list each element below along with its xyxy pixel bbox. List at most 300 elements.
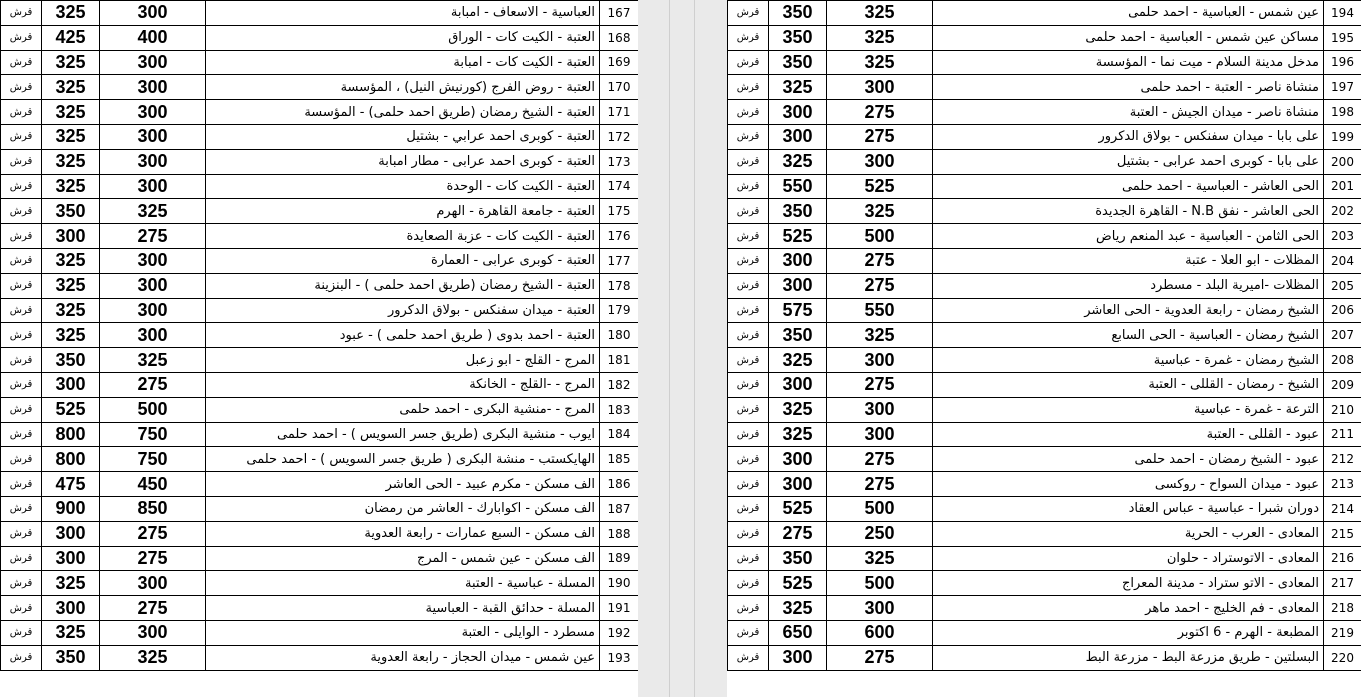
table-row xyxy=(728,149,1361,174)
old-fare-cell: 275 xyxy=(827,248,933,273)
line-number-cell: 176 xyxy=(600,224,639,249)
table-row xyxy=(1,372,639,397)
route-cell: المظلات - ابو العلا - عتبة xyxy=(933,248,1324,273)
table-row xyxy=(728,620,1361,645)
currency-cell: قرش xyxy=(728,149,769,174)
old-fare-cell: 300 xyxy=(100,1,206,26)
route-cell: الف مسكن - اكوابارك - العاشر من رمضان xyxy=(206,496,600,521)
route-cell: منشاة ناصر - العتبة - احمد حلمى xyxy=(933,75,1324,100)
old-fare-cell: 300 xyxy=(100,298,206,323)
route-cell: عبود - ميدان السواح - روكسى xyxy=(933,472,1324,497)
new-fare-cell: 325 xyxy=(42,50,100,75)
new-fare-cell: 425 xyxy=(42,25,100,50)
currency-cell: قرش xyxy=(1,273,42,298)
line-number-cell: 170 xyxy=(600,75,639,100)
route-cell: عين شمس - العباسية - احمد حلمى xyxy=(933,1,1324,26)
new-fare-cell: 350 xyxy=(769,1,827,26)
table-row xyxy=(728,199,1361,224)
table-row xyxy=(728,348,1361,373)
table-row xyxy=(728,645,1361,670)
old-fare-cell: 325 xyxy=(100,348,206,373)
currency-cell: قرش xyxy=(1,248,42,273)
table-row xyxy=(1,496,639,521)
currency-cell: قرش xyxy=(1,298,42,323)
old-fare-cell: 300 xyxy=(827,397,933,422)
new-fare-cell: 300 xyxy=(42,521,100,546)
table-row xyxy=(728,447,1361,472)
route-cell: العتبة - كوبرى عرابى - العمارة xyxy=(206,248,600,273)
table-row xyxy=(1,348,639,373)
new-fare-cell: 325 xyxy=(42,1,100,26)
currency-cell: قرش xyxy=(1,1,42,26)
currency-cell: قرش xyxy=(728,372,769,397)
route-cell: المسلة - عباسية - العتبة xyxy=(206,571,600,596)
new-fare-cell: 475 xyxy=(42,472,100,497)
route-cell: المعادى - العرب - الحرية xyxy=(933,521,1324,546)
route-cell: المعادى - الاتوستراد - حلوان xyxy=(933,546,1324,571)
line-number-cell: 206 xyxy=(1324,298,1361,323)
new-fare-cell: 325 xyxy=(769,149,827,174)
route-cell: العتبة - كوبرى احمد عرابي - بشتيل xyxy=(206,124,600,149)
old-fare-cell: 300 xyxy=(100,620,206,645)
new-fare-cell: 525 xyxy=(769,496,827,521)
currency-cell: قرش xyxy=(728,25,769,50)
line-number-cell: 201 xyxy=(1324,174,1361,199)
currency-cell: قرش xyxy=(728,472,769,497)
line-number-cell: 173 xyxy=(600,149,639,174)
table-row xyxy=(1,521,639,546)
new-fare-cell: 325 xyxy=(42,248,100,273)
old-fare-cell: 325 xyxy=(100,199,206,224)
currency-cell: قرش xyxy=(728,50,769,75)
old-fare-cell: 325 xyxy=(827,1,933,26)
new-fare-cell: 325 xyxy=(42,323,100,348)
old-fare-cell: 275 xyxy=(100,224,206,249)
currency-cell: قرش xyxy=(728,199,769,224)
old-fare-cell: 500 xyxy=(827,496,933,521)
line-number-cell: 197 xyxy=(1324,75,1361,100)
new-fare-cell: 275 xyxy=(769,521,827,546)
route-cell: عبود - الشيخ رمضان - احمد حلمى xyxy=(933,447,1324,472)
currency-cell: قرش xyxy=(1,372,42,397)
new-fare-cell: 550 xyxy=(769,174,827,199)
old-fare-cell: 300 xyxy=(827,422,933,447)
old-fare-cell: 300 xyxy=(100,124,206,149)
line-number-cell: 208 xyxy=(1324,348,1361,373)
route-cell: ايوب - منشية البكرى (طريق جسر السويس ) - احمد حلمى xyxy=(206,422,600,447)
line-number-cell: 217 xyxy=(1324,571,1361,596)
currency-cell: قرش xyxy=(1,472,42,497)
table-row xyxy=(1,25,639,50)
old-fare-cell: 275 xyxy=(827,472,933,497)
old-fare-cell: 300 xyxy=(100,571,206,596)
route-cell: المسلة - حدائق القبة - العباسية xyxy=(206,596,600,621)
new-fare-cell: 525 xyxy=(769,224,827,249)
new-fare-cell: 900 xyxy=(42,496,100,521)
table-row xyxy=(1,1,639,26)
table-row xyxy=(728,596,1361,621)
table-row xyxy=(728,50,1361,75)
table-row xyxy=(1,75,639,100)
old-fare-cell: 500 xyxy=(100,397,206,422)
table-row xyxy=(728,323,1361,348)
route-cell: الشيخ رمضان - غمرة - عباسية xyxy=(933,348,1324,373)
old-fare-cell: 325 xyxy=(827,199,933,224)
page-gutter xyxy=(638,0,727,697)
table-row xyxy=(1,447,639,472)
route-cell: العتبة - الكيت كات - امبابة xyxy=(206,50,600,75)
old-fare-cell: 325 xyxy=(100,645,206,670)
old-fare-cell: 300 xyxy=(827,149,933,174)
currency-cell: قرش xyxy=(1,323,42,348)
currency-cell: قرش xyxy=(728,248,769,273)
old-fare-cell: 300 xyxy=(827,75,933,100)
old-fare-cell: 300 xyxy=(100,149,206,174)
old-fare-cell: 550 xyxy=(827,298,933,323)
new-fare-cell: 350 xyxy=(769,199,827,224)
old-fare-cell: 275 xyxy=(100,596,206,621)
new-fare-cell: 300 xyxy=(769,372,827,397)
table-row xyxy=(728,273,1361,298)
line-number-cell: 212 xyxy=(1324,447,1361,472)
route-cell: الحى العاشر - نفق N.B - القاهرة الجديدة xyxy=(933,199,1324,224)
currency-cell: قرش xyxy=(728,546,769,571)
line-number-cell: 216 xyxy=(1324,546,1361,571)
line-number-cell: 181 xyxy=(600,348,639,373)
route-cell: العتبة - الكيت كات - الوراق xyxy=(206,25,600,50)
table-row xyxy=(728,124,1361,149)
new-fare-cell: 800 xyxy=(42,447,100,472)
currency-cell: قرش xyxy=(1,422,42,447)
route-cell: الحى الثامن - العباسية - عبد المنعم رياض xyxy=(933,224,1324,249)
route-cell: العتبة - ميدان سفنكس - بولاق الدكرور xyxy=(206,298,600,323)
table-row xyxy=(728,25,1361,50)
line-number-cell: 182 xyxy=(600,372,639,397)
route-cell: مدخل مدينة السلام - ميت نما - المؤسسة xyxy=(933,50,1324,75)
line-number-cell: 203 xyxy=(1324,224,1361,249)
old-fare-cell: 250 xyxy=(827,521,933,546)
route-cell: العتبة - الشيخ رمضان (طريق احمد حلمى) - المؤسسة xyxy=(206,100,600,125)
currency-cell: قرش xyxy=(728,323,769,348)
old-fare-cell: 325 xyxy=(827,323,933,348)
new-fare-cell: 300 xyxy=(769,645,827,670)
currency-cell: قرش xyxy=(1,447,42,472)
old-fare-cell: 600 xyxy=(827,620,933,645)
line-number-cell: 168 xyxy=(600,25,639,50)
route-cell: عبود - القللى - العتبة xyxy=(933,422,1324,447)
table-row xyxy=(1,273,639,298)
table-row xyxy=(1,645,639,670)
line-number-cell: 207 xyxy=(1324,323,1361,348)
table-row xyxy=(1,323,639,348)
table-row xyxy=(728,397,1361,422)
table-row xyxy=(1,397,639,422)
new-fare-cell: 300 xyxy=(42,546,100,571)
currency-cell: قرش xyxy=(1,174,42,199)
currency-cell: قرش xyxy=(728,397,769,422)
new-fare-cell: 300 xyxy=(769,100,827,125)
line-number-cell: 215 xyxy=(1324,521,1361,546)
currency-cell: قرش xyxy=(728,620,769,645)
new-fare-cell: 300 xyxy=(769,472,827,497)
old-fare-cell: 300 xyxy=(100,323,206,348)
line-number-cell: 218 xyxy=(1324,596,1361,621)
route-cell: العتبة - كوبرى احمد عرابى - مطار امبابة xyxy=(206,149,600,174)
line-number-cell: 205 xyxy=(1324,273,1361,298)
route-cell: العتبة - الكيت كات - عزبة الصعايدة xyxy=(206,224,600,249)
fare-table-right xyxy=(727,0,1361,671)
table-row xyxy=(1,100,639,125)
route-cell: المظلات -اميرية البلد - مسطرد xyxy=(933,273,1324,298)
table-row xyxy=(728,422,1361,447)
route-cell: دوران شبرا - عباسية - عباس العقاد xyxy=(933,496,1324,521)
table-row xyxy=(1,472,639,497)
route-cell: المرج - القلج - ابو زعبل xyxy=(206,348,600,373)
new-fare-cell: 350 xyxy=(42,199,100,224)
route-cell: البسلتين - طريق مزرعة البط - مزرعة البط xyxy=(933,645,1324,670)
new-fare-cell: 350 xyxy=(769,50,827,75)
table-row xyxy=(1,224,639,249)
line-number-cell: 198 xyxy=(1324,100,1361,125)
new-fare-cell: 325 xyxy=(769,596,827,621)
line-number-cell: 180 xyxy=(600,323,639,348)
currency-cell: قرش xyxy=(728,496,769,521)
old-fare-cell: 325 xyxy=(827,25,933,50)
route-cell: المرج - -القلج - الخانكة xyxy=(206,372,600,397)
old-fare-cell: 750 xyxy=(100,422,206,447)
new-fare-cell: 325 xyxy=(42,75,100,100)
old-fare-cell: 275 xyxy=(827,447,933,472)
route-cell: مساكن عين شمس - العباسية - احمد حلمى xyxy=(933,25,1324,50)
line-number-cell: 179 xyxy=(600,298,639,323)
new-fare-cell: 325 xyxy=(769,75,827,100)
line-number-cell: 202 xyxy=(1324,199,1361,224)
line-number-cell: 214 xyxy=(1324,496,1361,521)
route-cell: الهايكستب - منشة البكرى ( طريق جسر السويس ) - احمد حلمى xyxy=(206,447,600,472)
currency-cell: قرش xyxy=(1,75,42,100)
table-row xyxy=(1,596,639,621)
new-fare-cell: 325 xyxy=(769,348,827,373)
line-number-cell: 172 xyxy=(600,124,639,149)
old-fare-cell: 275 xyxy=(100,546,206,571)
route-cell: المطبعة - الهرم - 6 اكتوبر xyxy=(933,620,1324,645)
currency-cell: قرش xyxy=(728,348,769,373)
new-fare-cell: 350 xyxy=(769,25,827,50)
new-fare-cell: 325 xyxy=(42,100,100,125)
old-fare-cell: 275 xyxy=(827,100,933,125)
line-number-cell: 190 xyxy=(600,571,639,596)
currency-cell: قرش xyxy=(728,447,769,472)
table-row xyxy=(728,174,1361,199)
table-row xyxy=(1,571,639,596)
line-number-cell: 167 xyxy=(600,1,639,26)
line-number-cell: 187 xyxy=(600,496,639,521)
line-number-cell: 220 xyxy=(1324,645,1361,670)
line-number-cell: 169 xyxy=(600,50,639,75)
new-fare-cell: 300 xyxy=(769,273,827,298)
table-row xyxy=(728,1,1361,26)
new-fare-cell: 325 xyxy=(769,422,827,447)
currency-cell: قرش xyxy=(1,50,42,75)
old-fare-cell: 400 xyxy=(100,25,206,50)
currency-cell: قرش xyxy=(728,124,769,149)
new-fare-cell: 300 xyxy=(769,248,827,273)
line-number-cell: 209 xyxy=(1324,372,1361,397)
new-fare-cell: 525 xyxy=(42,397,100,422)
table-row xyxy=(1,124,639,149)
table-row xyxy=(728,372,1361,397)
table-row xyxy=(728,75,1361,100)
currency-cell: قرش xyxy=(1,397,42,422)
new-fare-cell: 300 xyxy=(42,596,100,621)
old-fare-cell: 300 xyxy=(100,273,206,298)
old-fare-cell: 325 xyxy=(827,546,933,571)
new-fare-cell: 325 xyxy=(42,174,100,199)
table-row xyxy=(728,224,1361,249)
new-fare-cell: 325 xyxy=(42,149,100,174)
old-fare-cell: 275 xyxy=(827,273,933,298)
route-cell: على بابا - كوبرى احمد عرابى - بشتيل xyxy=(933,149,1324,174)
line-number-cell: 219 xyxy=(1324,620,1361,645)
old-fare-cell: 300 xyxy=(100,174,206,199)
route-cell: الحى العاشر - العباسية - احمد حلمى xyxy=(933,174,1324,199)
old-fare-cell: 300 xyxy=(827,348,933,373)
new-fare-cell: 300 xyxy=(42,372,100,397)
new-fare-cell: 325 xyxy=(769,397,827,422)
table-row xyxy=(1,149,639,174)
table-row xyxy=(1,248,639,273)
route-cell: عين شمس - ميدان الحجاز - رابعة العدوية xyxy=(206,645,600,670)
fare-table-left-page xyxy=(0,0,638,697)
line-number-cell: 184 xyxy=(600,422,639,447)
line-number-cell: 188 xyxy=(600,521,639,546)
new-fare-cell: 325 xyxy=(42,124,100,149)
table-row xyxy=(1,422,639,447)
old-fare-cell: 750 xyxy=(100,447,206,472)
currency-cell: قرش xyxy=(1,571,42,596)
line-number-cell: 204 xyxy=(1324,248,1361,273)
table-row xyxy=(1,546,639,571)
currency-cell: قرش xyxy=(728,571,769,596)
old-fare-cell: 500 xyxy=(827,571,933,596)
new-fare-cell: 325 xyxy=(42,620,100,645)
table-row xyxy=(728,496,1361,521)
new-fare-cell: 300 xyxy=(769,447,827,472)
currency-cell: قرش xyxy=(1,124,42,149)
currency-cell: قرش xyxy=(1,496,42,521)
new-fare-cell: 350 xyxy=(42,645,100,670)
old-fare-cell: 275 xyxy=(827,124,933,149)
new-fare-cell: 650 xyxy=(769,620,827,645)
currency-cell: قرش xyxy=(1,348,42,373)
new-fare-cell: 325 xyxy=(42,571,100,596)
new-fare-cell: 300 xyxy=(42,224,100,249)
route-cell: الف مسكن - عين شمس - المرج xyxy=(206,546,600,571)
old-fare-cell: 525 xyxy=(827,174,933,199)
currency-cell: قرش xyxy=(728,596,769,621)
table-row xyxy=(728,521,1361,546)
old-fare-cell: 500 xyxy=(827,224,933,249)
old-fare-cell: 300 xyxy=(100,248,206,273)
currency-cell: قرش xyxy=(1,25,42,50)
route-cell: الف مسكن - السبع عمارات - رابعة العدوية xyxy=(206,521,600,546)
route-cell: الشيخ - رمضان - القللى - العتبة xyxy=(933,372,1324,397)
currency-cell: قرش xyxy=(1,645,42,670)
old-fare-cell: 275 xyxy=(100,521,206,546)
new-fare-cell: 300 xyxy=(769,124,827,149)
new-fare-cell: 350 xyxy=(42,348,100,373)
line-number-cell: 195 xyxy=(1324,25,1361,50)
table-row xyxy=(728,571,1361,596)
table-row xyxy=(728,298,1361,323)
line-number-cell: 174 xyxy=(600,174,639,199)
route-cell: منشاة ناصر - ميدان الجيش - العتبة xyxy=(933,100,1324,125)
currency-cell: قرش xyxy=(1,620,42,645)
currency-cell: قرش xyxy=(728,75,769,100)
route-cell: مسطرد - الوايلى - العتبة xyxy=(206,620,600,645)
currency-cell: قرش xyxy=(1,100,42,125)
old-fare-cell: 275 xyxy=(827,372,933,397)
new-fare-cell: 800 xyxy=(42,422,100,447)
old-fare-cell: 275 xyxy=(827,645,933,670)
line-number-cell: 177 xyxy=(600,248,639,273)
table-row xyxy=(728,546,1361,571)
table-row xyxy=(1,298,639,323)
table-row xyxy=(1,174,639,199)
route-cell: العباسية - الاسعاف - امبابة xyxy=(206,1,600,26)
route-cell: العتبة - الكيت كات - الوحدة xyxy=(206,174,600,199)
table-row xyxy=(728,248,1361,273)
route-cell: الف مسكن - مكرم عبيد - الحى العاشر xyxy=(206,472,600,497)
old-fare-cell: 300 xyxy=(100,100,206,125)
old-fare-cell: 850 xyxy=(100,496,206,521)
line-number-cell: 186 xyxy=(600,472,639,497)
route-cell: العتبة - الشيخ رمضان (طريق احمد حلمى ) - البنزينة xyxy=(206,273,600,298)
line-number-cell: 171 xyxy=(600,100,639,125)
old-fare-cell: 275 xyxy=(100,372,206,397)
table-row xyxy=(728,100,1361,125)
old-fare-cell: 450 xyxy=(100,472,206,497)
line-number-cell: 178 xyxy=(600,273,639,298)
currency-cell: قرش xyxy=(1,224,42,249)
currency-cell: قرش xyxy=(728,521,769,546)
table-row xyxy=(1,199,639,224)
route-cell: المعادى - الاتو ستراد - مدينة المعراج xyxy=(933,571,1324,596)
new-fare-cell: 350 xyxy=(769,323,827,348)
line-number-cell: 183 xyxy=(600,397,639,422)
new-fare-cell: 325 xyxy=(42,273,100,298)
new-fare-cell: 525 xyxy=(769,571,827,596)
line-number-cell: 194 xyxy=(1324,1,1361,26)
line-number-cell: 175 xyxy=(600,199,639,224)
line-number-cell: 189 xyxy=(600,546,639,571)
line-number-cell: 210 xyxy=(1324,397,1361,422)
currency-cell: قرش xyxy=(728,422,769,447)
line-number-cell: 185 xyxy=(600,447,639,472)
old-fare-cell: 300 xyxy=(100,75,206,100)
route-cell: العتبة - احمد بدوى ( طريق احمد حلمى ) - عبود xyxy=(206,323,600,348)
new-fare-cell: 575 xyxy=(769,298,827,323)
currency-cell: قرش xyxy=(1,546,42,571)
line-number-cell: 211 xyxy=(1324,422,1361,447)
table-row xyxy=(1,50,639,75)
currency-cell: قرش xyxy=(1,149,42,174)
table-row xyxy=(1,620,639,645)
currency-cell: قرش xyxy=(728,224,769,249)
line-number-cell: 200 xyxy=(1324,149,1361,174)
route-cell: الترعة - غمرة - عباسية xyxy=(933,397,1324,422)
currency-cell: قرش xyxy=(728,298,769,323)
